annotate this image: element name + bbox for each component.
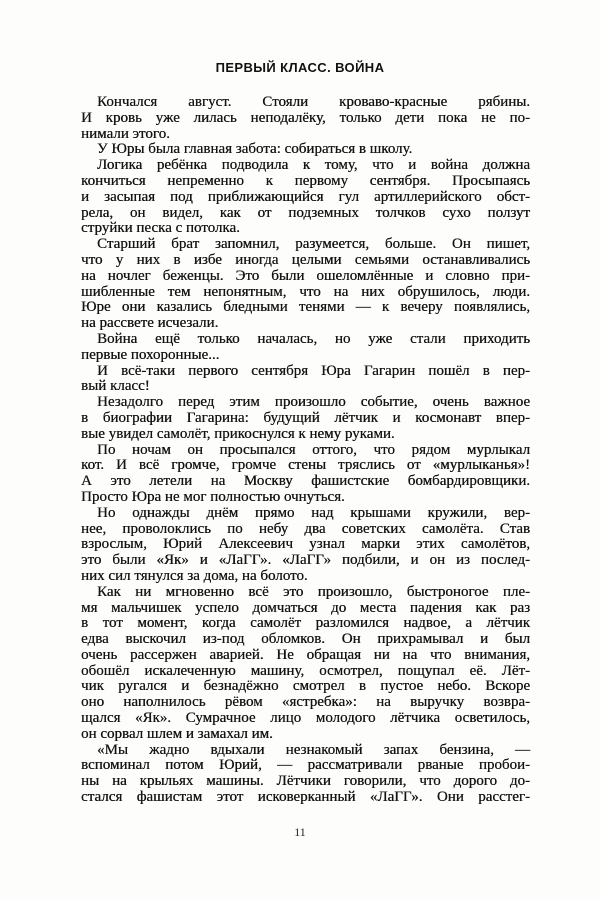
text-line: это были «Як» и «ЛаГГ». «ЛаГГ» подбили, и он из послед- — [81, 552, 530, 569]
text-line: он сорвал шлем и замахал им. — [81, 725, 273, 742]
body-text — [81, 95, 530, 806]
text-line: нее, проволоклись по небу два советских самолёта. Став — [81, 520, 530, 537]
text-line: оно наполнилось рёвом «ястребка»: на выручку возвра- — [81, 694, 530, 711]
text-line: в биографии Гагарина: будущий лётчик и космонавт впер- — [81, 409, 530, 426]
paragraph — [81, 585, 530, 743]
text-line: первые похоронные... — [81, 346, 220, 363]
text-line: По ночам он просыпался оттого, что рядом мурлыкал — [97, 441, 530, 458]
text-line: кот. И всё громче, громче стены тряслись от «мурлыканья»! — [81, 457, 530, 474]
text-line: струйки песка с потолка. — [81, 220, 240, 237]
paragraph — [81, 332, 530, 364]
text-line: ны на крыльях машины. Лётчики говорили, что дорого до- — [81, 773, 530, 790]
text-line: Но однажды днём прямо над крышами кружили, вер- — [97, 504, 530, 521]
text-line: Юре они казались бледными тенями — к вечеру появлялись, — [81, 299, 530, 316]
paragraph — [81, 743, 530, 806]
text-line: щался «Як». Сумрачное лицо молодого лётчика осветилось, — [81, 710, 530, 727]
text-line: шибленные тем непонятным, что на них обрушилось, люди. — [81, 283, 530, 300]
text-line: кончиться непременно к первому сентября. Просыпаясь — [81, 172, 530, 189]
text-line: Старший брат запомнил, разумеется, больше. Он пишет, — [97, 236, 530, 253]
text-line: обошёл искалеченную машину, осмотрел, пощупал её. Лёт- — [81, 662, 530, 679]
paragraph — [81, 158, 530, 237]
text-line: взрослым, Юрий Алексеевич узнал марки этих самолётов, — [81, 536, 530, 553]
page-number: 11 — [294, 825, 306, 839]
text-line: чик ругался и безнадёжно смотрел в пустое небо. Вскоре — [81, 678, 530, 695]
text-line: вые увидел самолёт, прикоснулся к нему руками. — [81, 425, 395, 442]
text-line: что у них в избе иногда целыми семьями останавливались — [81, 251, 530, 268]
text-line: едва выскочил из-под обломков. Он прихрамывал и был — [81, 631, 530, 648]
text-line: А это летели на Москву фашистские бомбардировщики. — [81, 473, 530, 490]
text-line: на ночлег беженцы. Это были ошеломлённые и словно при- — [81, 267, 530, 284]
text-line: Кончался август. Стояли кроваво-красные рябины. — [97, 94, 530, 110]
text-line: стался фашистам этот исковерканный «ЛаГГ». Они расстег- — [81, 789, 530, 806]
text-line: вспоминал потом Юрий, — рассматривали рваные пробои- — [81, 757, 530, 774]
text-line: вый класс! — [81, 378, 150, 395]
text-line: них сил тянулся за дома, на болото. — [81, 567, 308, 584]
paragraph — [81, 364, 530, 396]
text-line: мя мальчишек успело домчаться до места падения как раз — [81, 599, 530, 616]
text-line: Логика ребёнка подводила к тому, что и война должна — [97, 157, 530, 174]
chapter-title: ПЕРВЫЙ КЛАСС. ВОЙНА — [215, 60, 385, 75]
text-line: У Юры была главная забота: собираться в школу. — [97, 141, 413, 158]
paragraph — [81, 237, 530, 332]
paragraph — [81, 142, 530, 158]
text-line: очень рассержен аварией. Не обращая ни на что внимания, — [81, 646, 530, 663]
text-line: и засыпая под приближающийся гул артиллерийского обст- — [81, 188, 530, 205]
text-line: на рассвете исчезали. — [81, 315, 219, 332]
text-line: Как ни мгновенно всё это произошло, быстроногое пле- — [97, 583, 530, 600]
text-line: Война ещё только началась, но уже стали приходить — [97, 330, 530, 347]
paragraph — [81, 95, 530, 142]
paragraph — [81, 506, 530, 585]
text-line: Просто Юра не мог полностью очнуться. — [81, 488, 345, 505]
paragraph — [81, 443, 530, 506]
text-line: «Мы жадно вдыхали незнакомый запах бензина, — — [97, 741, 530, 758]
text-line: И всё-таки первого сентября Юра Гагарин пошёл в пер- — [97, 362, 530, 379]
text-line: рела, он видел, как от подземных толчков сухо ползут — [81, 204, 530, 221]
text-line: Незадолго перед этим произошло событие, очень важное — [97, 394, 530, 411]
text-line: нимали этого. — [81, 125, 170, 142]
text-line: И кровь уже лилась неподалёку, только дети пока не по- — [81, 109, 530, 126]
paragraph — [81, 395, 530, 442]
text-line: в тот момент, когда самолёт разломился надвое, а лётчик — [81, 615, 530, 632]
